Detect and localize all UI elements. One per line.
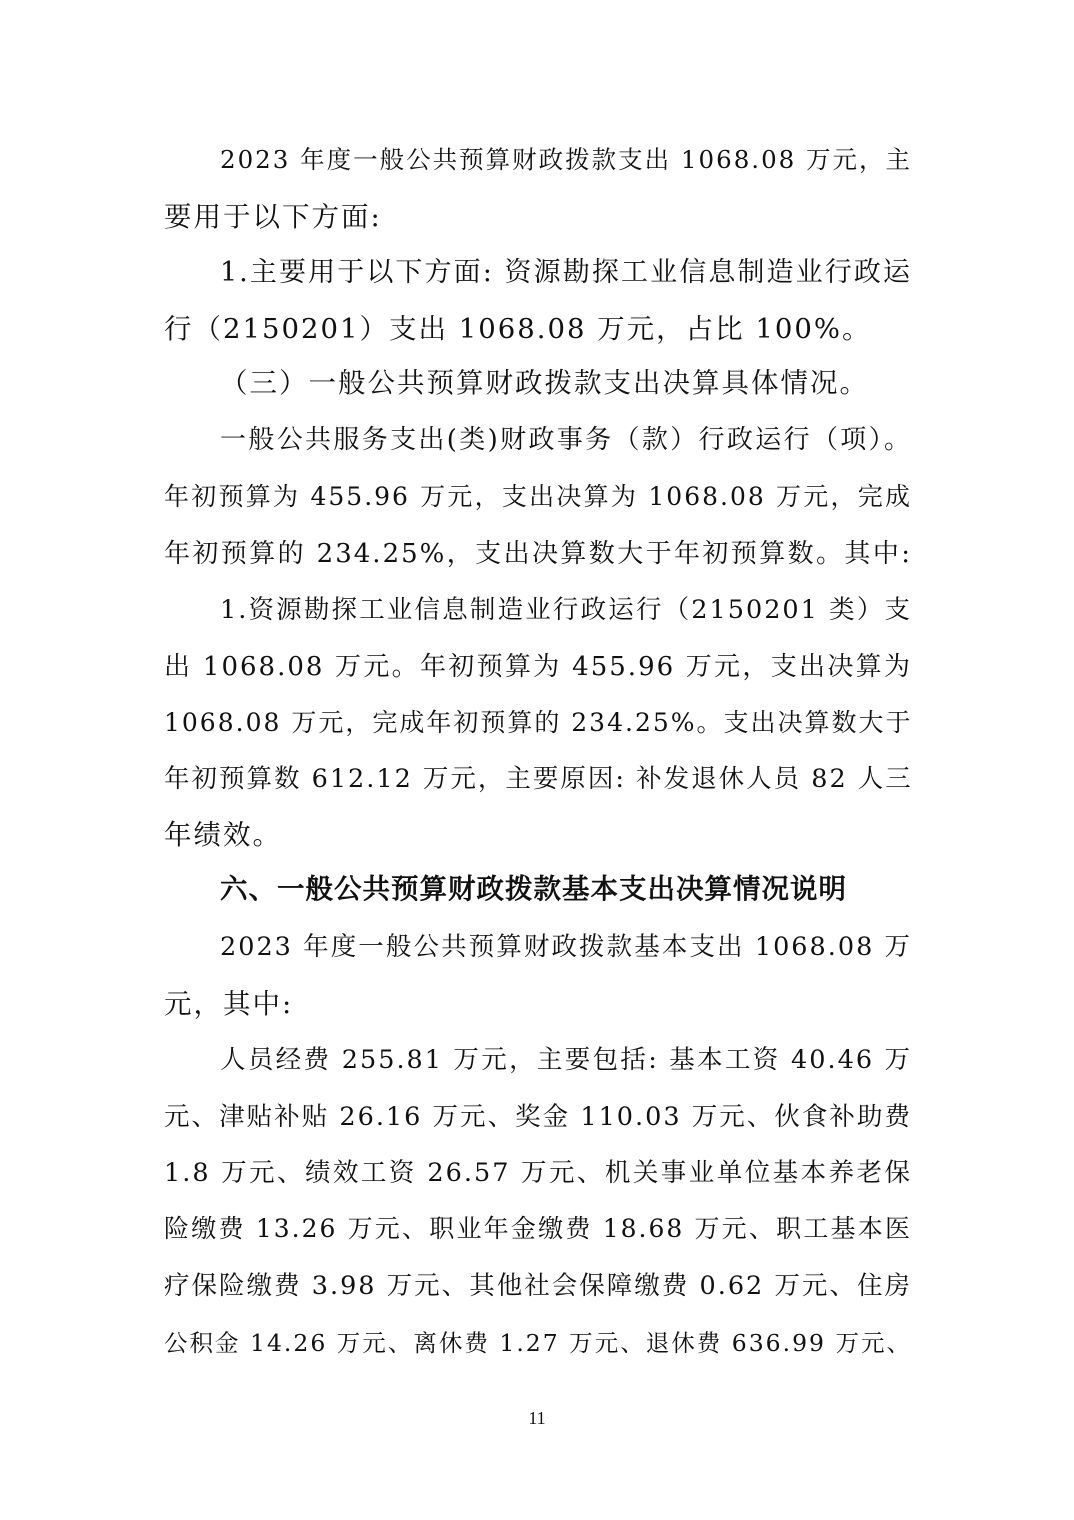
text-line: 一般公共服务支出(类)财政事务（款）行政运行（项）。 [220,425,912,455]
text-line: 元、津贴补贴 26.16 万元、奖金 110.03 万元、伙食补助费 [164,1102,912,1132]
text-line: 1.资源勘探工业信息制造业行政运行（2150201 类）支 [220,595,912,625]
page-number: 11 [528,1408,546,1428]
text-line: 疗保险缴费 3.98 万元、其他社会保障缴费 0.62 万元、住房 [164,1271,912,1301]
text-line: 年初预算为 455.96 万元，支出决算为 1068.08 万元，完成 [164,482,912,511]
text-line: 公积金 14.26 万元、离休费 1.27 万元、退休费 636.99 万元、 [164,1329,912,1357]
text-line: 行（2150201）支出 1068.08 万元，占比 100%。 [164,313,872,345]
text-line: 年初预算的 234.25%，支出决算数大于年初预算数。其中: [164,539,912,569]
text-line: 要用于以下方面: [164,201,382,233]
section-heading: 六、一般公共预算财政拨款基本支出决算情况说明 [220,873,847,905]
text-line: 2023 年度一般公共预算财政拨款基本支出 1068.08 万 [220,932,912,962]
text-line: 元，其中: [164,988,294,1020]
text-line: 出 1068.08 万元。年初预算为 455.96 万元，支出决算为 [164,652,912,682]
text-line: 年绩效。 [164,819,282,851]
text-line: 1.8 万元、绩效工资 26.57 万元、机关事业单位基本养老保 [164,1158,912,1188]
text-line: 年初预算数 612.12 万元，主要原因: 补发退休人员 82 人三 [164,764,913,794]
text-line: 1068.08 万元，完成年初预算的 234.25%。支出决算数大于 [164,708,913,737]
text-line: 2023 年度一般公共预算财政拨款支出 1068.08 万元，主 [220,145,913,174]
text-line: 人员经费 255.81 万元，主要包括: 基本工资 40.46 万 [220,1045,912,1075]
section-heading: （三）一般公共预算财政拨款支出决算具体情况。 [220,367,869,399]
text-line: 险缴费 13.26 万元、职业年金缴费 18.68 万元、职工基本医 [164,1214,912,1243]
text-line: 1.主要用于以下方面: 资源勘探工业信息制造业行政运 [220,257,912,288]
